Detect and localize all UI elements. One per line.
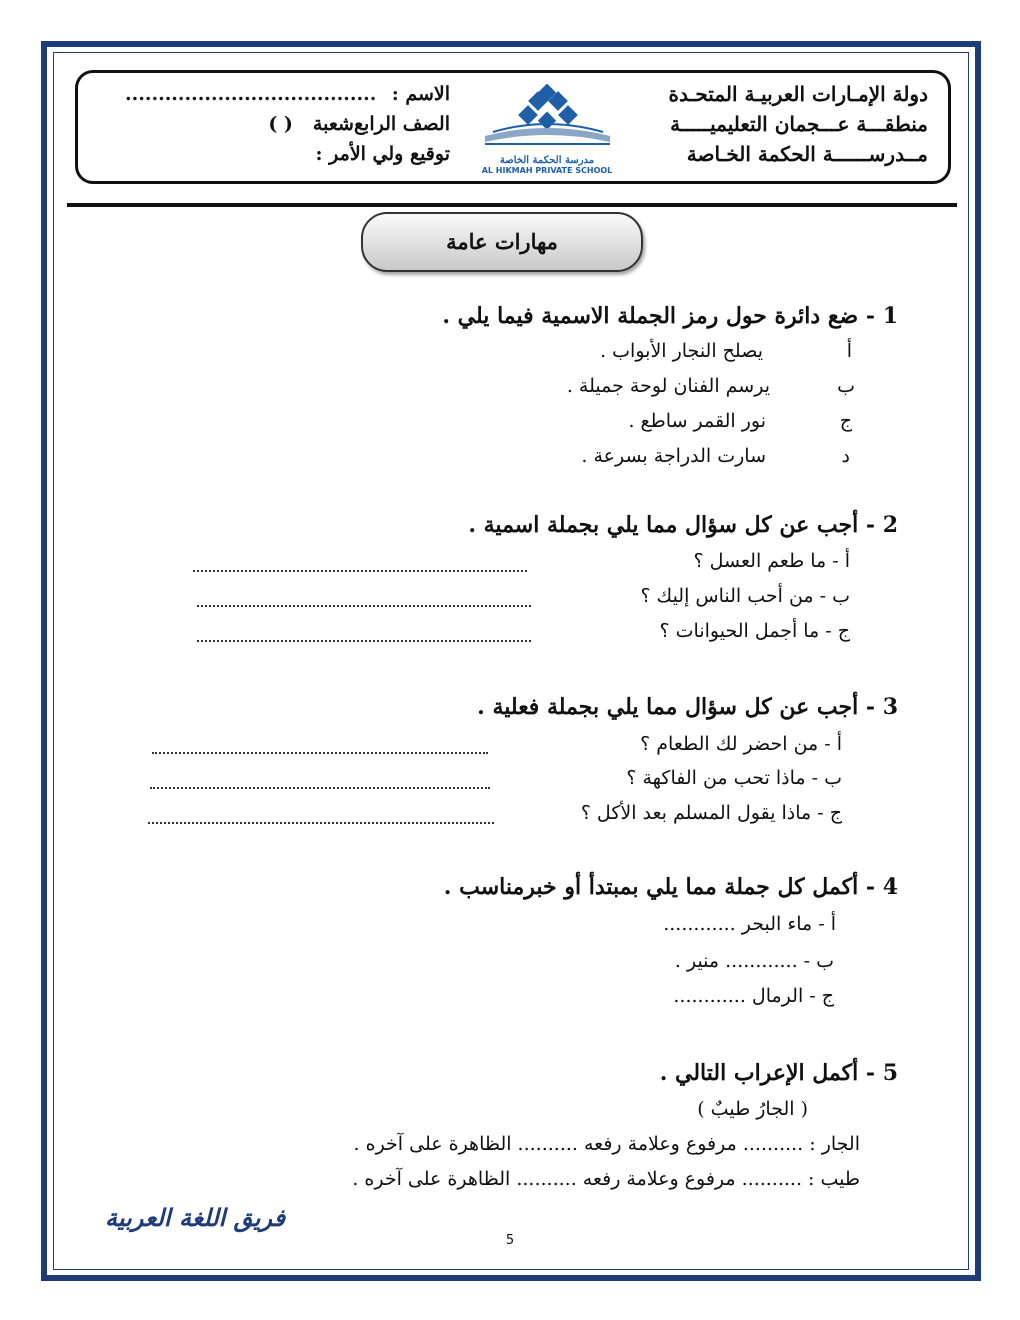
section-label: شعبة xyxy=(312,113,354,135)
q1-mark-c[interactable]: ج xyxy=(839,410,852,432)
region-line: منطقـــة عـــجمان التعليميـــــة xyxy=(670,112,928,136)
question-2-heading: 2 - أجب عن كل سؤال مما يلي بجملة اسمية . xyxy=(468,512,898,538)
q1-option-c: نور القمر ساطع . xyxy=(628,410,766,432)
guardian-row xyxy=(125,139,450,169)
question-3-heading: 3 - أجب عن كل سؤال مما يلي بجملة فعلية . xyxy=(477,694,898,720)
guardian-signature-label: توقيع ولي الأمر : xyxy=(315,143,450,165)
q5-line-2[interactable]: طيب : .......... مرفوع وعلامة رفعه .......... الظاهرة على آخره . xyxy=(352,1168,860,1190)
q3-item-c: ج - ماذا يقول المسلم بعد الأكل ؟ xyxy=(580,802,842,824)
question-5-heading: 5 - أكمل الإعراب التالي . xyxy=(659,1060,898,1086)
q4-item-a[interactable]: أ - ماء البحر ............ xyxy=(663,913,836,935)
q2-item-c: ج - ما أجمل الحيوانات ؟ xyxy=(659,620,850,642)
q5-line-1[interactable]: الجار : .......... مرفوع وعلامة رفعه .......... الظاهرة على آخره . xyxy=(353,1133,860,1155)
school-line: مــدرســــــة الحكمة الخـاصة xyxy=(686,142,928,166)
logo-english-name: AL HIKMAH PRIVATE SCHOOL xyxy=(481,166,613,175)
country-line: دولة الإمـارات العربيـة المتحـدة xyxy=(668,82,928,106)
team-signature: فريق اللغة العربية xyxy=(105,1203,286,1232)
q2-item-b: ب - من أحب الناس إليك ؟ xyxy=(640,585,850,607)
name-field[interactable]: ...................................... xyxy=(125,83,377,105)
question-4-heading: 4 - أكمل كل جملة مما يلي بمبتدأ أو خبرمناسب . xyxy=(443,874,898,900)
q4-item-b[interactable]: ب - ............ منير . xyxy=(674,950,834,972)
grade-label: الصف الرابع xyxy=(353,113,450,135)
page-title: مهارات عامة xyxy=(361,212,643,272)
q1-option-b: يرسم الفنان لوحة جميلة . xyxy=(566,375,770,397)
q1-option-d: سارت الدراجة بسرعة . xyxy=(581,445,766,467)
q1-option-a: يصلح النجار الأبواب . xyxy=(600,340,763,362)
q2-item-a: أ - ما طعم العسل ؟ xyxy=(693,550,850,572)
name-label: الاسم : xyxy=(391,83,450,105)
q4-item-c[interactable]: ج - الرمال ............ xyxy=(673,985,834,1007)
q3-answer-a[interactable] xyxy=(152,752,488,754)
section-field[interactable]: ( ) xyxy=(268,113,293,135)
logo-caption xyxy=(467,155,627,175)
school-info xyxy=(628,79,928,169)
q3-answer-c[interactable] xyxy=(148,822,494,824)
name-row xyxy=(125,79,450,109)
q1-mark-a[interactable]: أ xyxy=(846,340,852,362)
student-info xyxy=(125,79,450,169)
q2-answer-b[interactable] xyxy=(197,605,531,607)
q5-sentence: ( الجارُ طيبٌ ) xyxy=(697,1098,808,1120)
question-1-heading: 1 - ضع دائرة حول رمز الجملة الاسمية فيما يلي . xyxy=(442,303,898,329)
q3-item-a: أ - من احضر لك الطعام ؟ xyxy=(640,733,842,755)
page-number: 5 xyxy=(505,1233,515,1248)
q1-mark-b[interactable]: ب xyxy=(837,375,855,397)
grade-row xyxy=(125,109,450,139)
q1-mark-d[interactable]: د xyxy=(841,445,850,467)
q3-answer-b[interactable] xyxy=(150,787,490,789)
q3-item-b: ب - ماذا تحب من الفاكهة ؟ xyxy=(626,767,842,789)
logo-arabic-name: مدرسة الحكمة الخاصة xyxy=(499,155,595,166)
header-divider xyxy=(67,203,957,207)
q2-answer-a[interactable] xyxy=(193,570,527,572)
q2-answer-c[interactable] xyxy=(197,640,531,642)
